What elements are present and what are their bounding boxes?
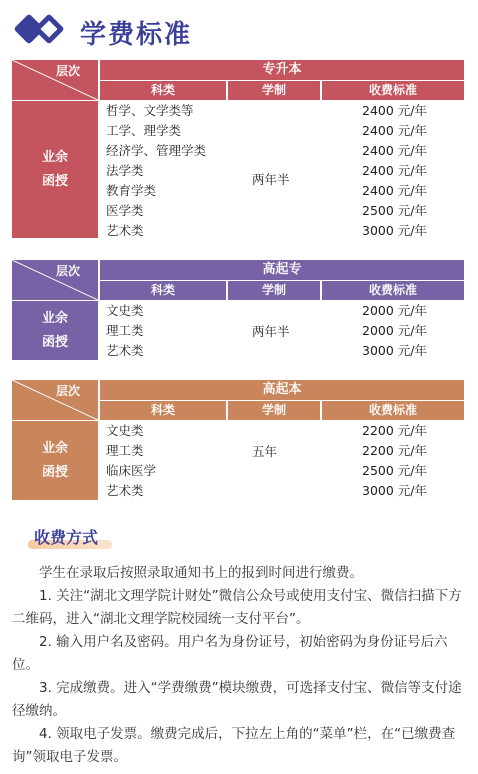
payment-step-2: 2. 输入用户名及密码。用户名为身份证号，初始密码为身份证号后六位。: [12, 634, 448, 673]
col-header-duration: 学制: [228, 81, 320, 100]
payment-step-4: 4. 领取电子发票。缴费完成后，下拉左上角的“菜单”栏，在“已缴费查询”领取电子发票。: [12, 726, 456, 765]
level-title: 专升本: [100, 60, 464, 80]
col-header-category: 科类: [100, 81, 226, 100]
duration-value: 两年半: [252, 172, 290, 187]
duration-value: 五年: [252, 444, 278, 459]
diagonal-divider-icon: [12, 380, 98, 420]
study-mode: 业余 函授: [12, 421, 98, 500]
column-headers: [100, 401, 464, 420]
table-corner: [12, 380, 98, 420]
fee-table-zhuanshengben: 层次 专升本 科类 学制 收费标准 业余 函授 哲学、文学类等 2400 元/年 工学、理学类 2400 元/年 经济学、管理学类 2400 元/年 法学类 2400 元/年 教育学类 2400 元/年 医学类 2500 元/年 艺术类 3000 元/年 两年半: [12, 60, 464, 238]
payment-intro: 学生在录取后按照录取通知书上的报到时间进行缴费。: [39, 565, 363, 581]
col-header-fee: 收费标准: [322, 281, 464, 300]
table-corner: [12, 260, 98, 300]
fee-table-gaoqizhuan: 层次 高起专 科类 学制 收费标准 业余 函授 文史类 2000 元/年 理工类 2000 元/年 艺术类 3000 元/年 两年半: [12, 260, 464, 360]
level-title: 高起专: [100, 260, 464, 280]
duration-value: 两年半: [252, 324, 290, 339]
diamond-outline-icon: [33, 13, 64, 44]
col-header-category: 科类: [100, 401, 226, 420]
column-headers: [100, 81, 464, 100]
col-header-duration: 学制: [228, 401, 320, 420]
payment-step-3: 3. 完成缴费。进入“学费缴费”模块缴费，可选择支付宝、微信等支付途径缴纳。: [12, 680, 462, 719]
study-mode: 业余 函授: [12, 301, 98, 360]
col-header-duration: 学制: [228, 281, 320, 300]
fee-table-gaoqiben: 层次 高起本 科类 学制 收费标准 业余 函授 文史类 2200 元/年 理工类 2200 元/年 临床医学 2500 元/年 艺术类 3000 元/年 五年: [12, 380, 464, 500]
corner-label: 层次: [56, 64, 81, 78]
payment-step-1: 1. 关注“湖北文理学院计财处”微信公众号或使用支付宝、微信扫描下方二维码，进入“湖北文理学院校园统一支付平台”。: [12, 588, 462, 627]
col-header-fee: 收费标准: [322, 81, 464, 100]
column-headers: [100, 281, 464, 300]
corner-label: 层次: [56, 384, 81, 398]
diagonal-divider-icon: [12, 260, 98, 300]
level-title: 高起本: [100, 380, 464, 400]
page-title: 学费标准: [80, 20, 193, 50]
col-header-fee: 收费标准: [322, 401, 464, 420]
diagonal-divider-icon: [12, 60, 98, 100]
table-corner: [12, 60, 98, 100]
payment-title: 收费方式: [34, 528, 99, 547]
col-header-category: 科类: [100, 281, 226, 300]
section-header: [10, 10, 470, 50]
study-mode: 业余 函授: [12, 101, 98, 238]
corner-label: 层次: [56, 264, 81, 278]
